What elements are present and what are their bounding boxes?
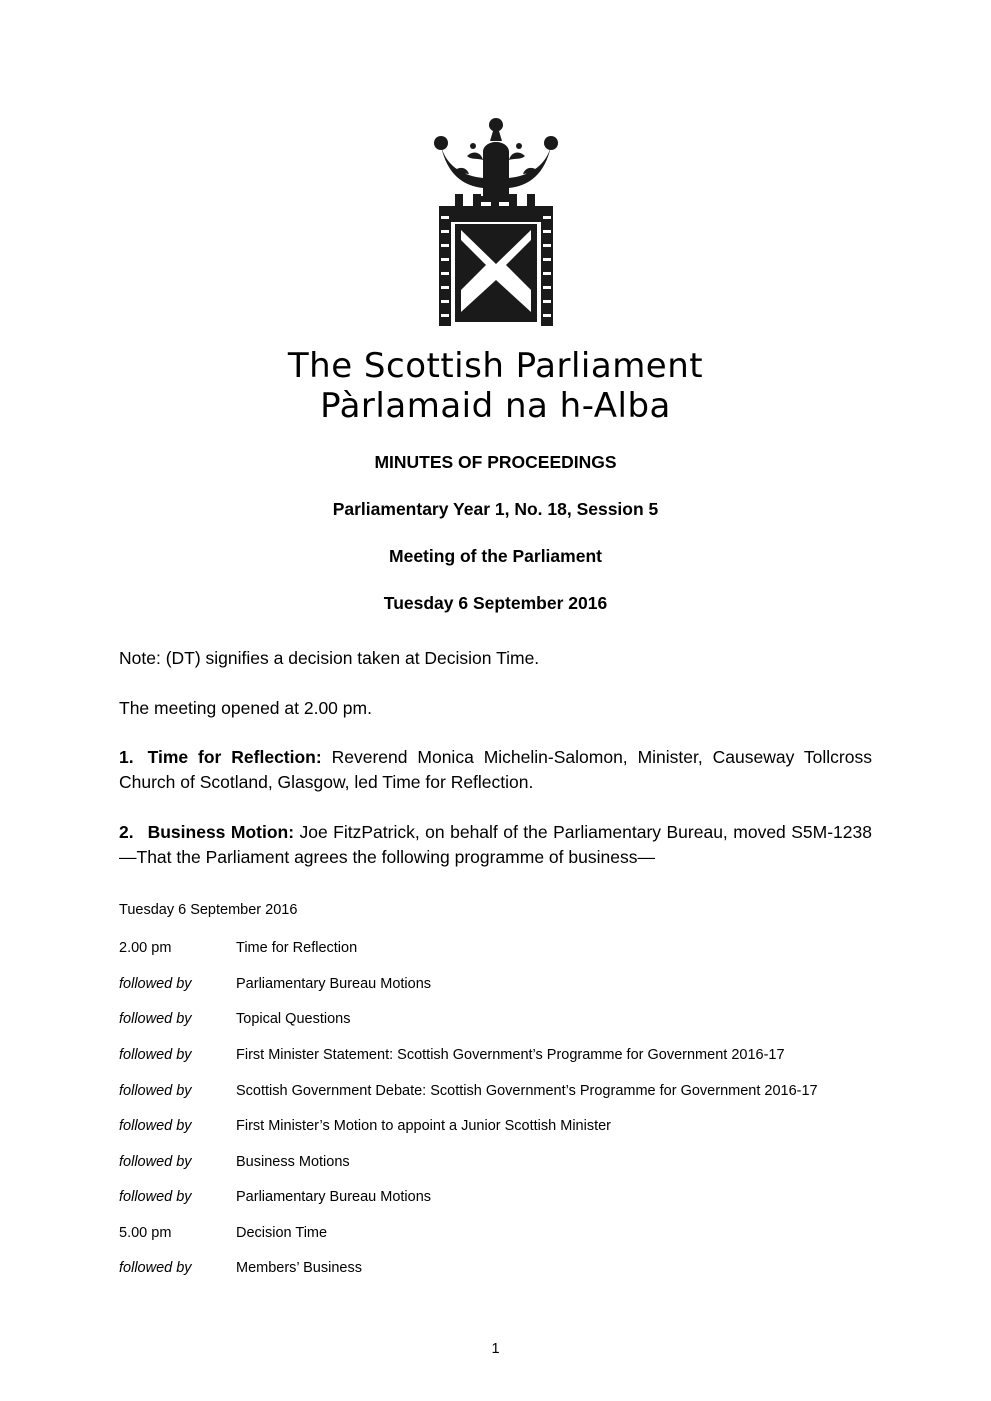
table-row — [119, 1148, 872, 1184]
programme-time: followed by — [119, 975, 192, 992]
meeting-date: Tuesday 6 September 2016 — [383, 593, 608, 614]
item-1-text: Reverend Monica Michelin-Salomon, Minister, Causeway Tollcross Church of Scotland, Glasgow, led Time for Reflection. — [119, 746, 872, 793]
programme-time: 5.00 pm — [119, 1224, 172, 1241]
scottish-parliament-crest-icon — [411, 112, 581, 332]
parliamentary-year-line: Parliamentary Year 1, No. 18, Session 5 — [332, 499, 659, 520]
parliament-logo-block — [119, 0, 872, 426]
programme-item: Business Motions — [236, 1153, 350, 1170]
programme-time: followed by — [119, 1046, 192, 1063]
item-2-business-motion — [119, 820, 872, 871]
programme-time: 2.00 pm — [119, 940, 172, 957]
item-1-time-for-reflection — [119, 745, 872, 796]
table-row — [119, 1005, 872, 1041]
meeting-opened-line: The meeting opened at 2.00 pm. — [119, 697, 372, 718]
item-2-number: 2. — [119, 821, 134, 842]
programme-time: followed by — [119, 1011, 192, 1028]
page-number: 1 — [491, 1341, 500, 1357]
table-row — [119, 1112, 872, 1148]
table-row — [119, 1254, 872, 1290]
table-row — [119, 1219, 872, 1255]
programme-time: followed by — [119, 1082, 192, 1099]
programme-time: followed by — [119, 1118, 192, 1135]
programme-item: First Minister Statement: Scottish Government’s Programme for Government 2016-17 — [236, 1046, 785, 1063]
table-row — [119, 1077, 872, 1113]
programme-item: Decision Time — [236, 1224, 328, 1241]
business-programme-table — [119, 934, 872, 1290]
item-2-label: Business Motion: — [147, 821, 295, 842]
programme-time: followed by — [119, 1153, 192, 1170]
programme-time: followed by — [119, 1189, 192, 1206]
programme-item: Members’ Business — [236, 1260, 362, 1277]
programme-item: Parliamentary Bureau Motions — [236, 975, 432, 992]
meeting-line: Meeting of the Parliament — [389, 546, 602, 567]
item-1-number: 1. — [119, 746, 134, 767]
programme-date: Tuesday 6 September 2016 — [119, 902, 298, 919]
logo-wordmark — [119, 346, 872, 426]
table-row — [119, 934, 872, 970]
programme-item: Topical Questions — [236, 1011, 351, 1028]
programme-time: followed by — [119, 1260, 192, 1277]
logo-title-gaelic: Pàrlamaid na h-Alba — [320, 386, 671, 427]
decision-time-note: Note: (DT) signifies a decision taken at Decision Time. — [119, 648, 540, 669]
table-row — [119, 970, 872, 1006]
programme-item: Scottish Government Debate: Scottish Government’s Programme for Government 2016-17 — [236, 1082, 818, 1099]
business-programme-body — [119, 934, 872, 1290]
programme-item: First Minister’s Motion to appoint a Junior Scottish Minister — [236, 1118, 611, 1135]
document-title: MINUTES OF PROCEEDINGS — [374, 452, 617, 473]
table-row — [119, 1041, 872, 1077]
item-1-label: Time for Reflection: — [147, 746, 322, 767]
programme-item: Time for Reflection — [236, 940, 358, 957]
logo-title-english: The Scottish Parliament — [287, 346, 704, 386]
programme-item: Parliamentary Bureau Motions — [236, 1189, 432, 1206]
item-2-text: Joe FitzPatrick, on behalf of the Parliamentary Bureau, moved S5M-1238—That the Parliament agrees the following programme of business— — [119, 821, 872, 868]
table-row — [119, 1183, 872, 1219]
